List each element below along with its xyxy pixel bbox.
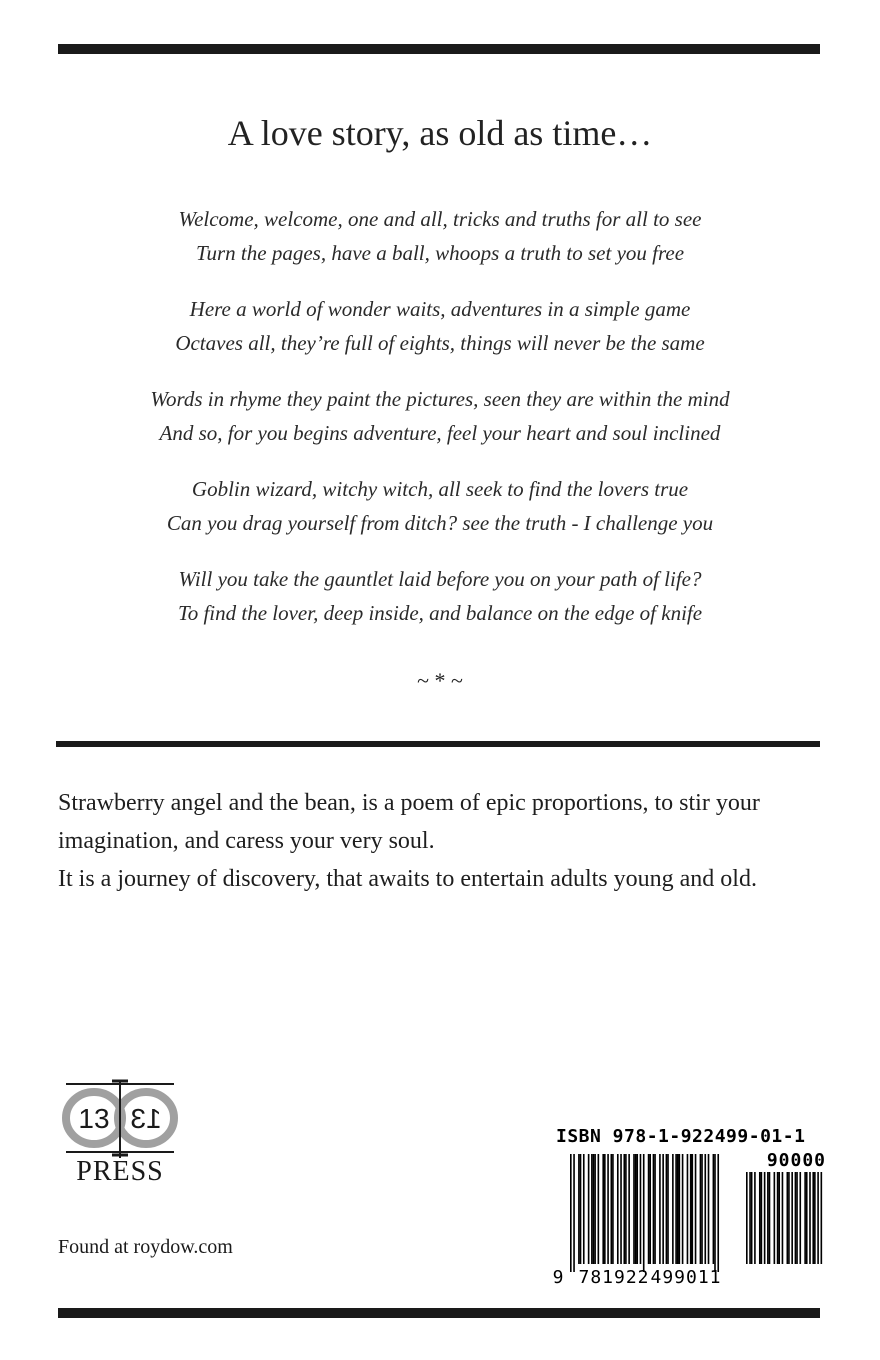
barcode-bar [690,1154,692,1264]
barcode-bar [700,1154,702,1264]
barcode-bar [578,1154,580,1264]
barcode-bar [617,1154,619,1264]
barcode-bar [593,1154,595,1264]
poem-line: Welcome, welcome, one and all, tricks and truths for all to see [178,207,702,231]
poem-line: Turn the pages, have a ball, whoops a truth to set you free [195,241,685,265]
isbn-barcode [550,1150,826,1286]
barcode-bar [717,1154,719,1272]
stanza [0,472,880,540]
barcode-bar [573,1154,575,1272]
barcode-bar [604,1154,606,1264]
barcode-bar [640,1154,642,1264]
barcode-addon-bar [759,1172,761,1264]
poem-line: And so, for you begins adventure, feel your heart and soul inclined [159,421,721,445]
barcode-addon-bar [799,1172,801,1264]
barcode-bar [594,1154,596,1264]
barcode-addon-bar [769,1172,771,1264]
barcode-addon-bar [812,1172,814,1264]
blurb-paragraph: It is a journey of discovery, that awaits to entertain adults young and old. [58,866,757,892]
barcode-bar [602,1154,604,1264]
barcode-addon-bar [806,1172,808,1264]
barcode-bar [570,1154,572,1272]
barcode-bar [714,1154,716,1272]
separator: ~ * ~ [417,668,463,693]
barcode-bar [667,1154,669,1264]
stanza [0,292,880,360]
publisher-name: PRESS [76,1156,164,1187]
barcode-addon-bar [791,1172,793,1264]
poem-line: To find the lover, deep inside, and balance on the edge of knife [177,601,703,625]
barcode-addon-bar [746,1172,748,1264]
top-rule [58,44,820,54]
bottom-rule [58,1308,820,1318]
barcode-addon-bar [804,1172,806,1264]
barcode-digits-group1: 781922 [578,1267,650,1286]
barcode-bar [636,1154,638,1264]
barcode-bar [666,1154,668,1264]
barcode-addon-bar [761,1172,763,1264]
stanza [0,202,880,270]
barcode-bar [583,1154,585,1264]
barcode-digits-group2: 499011 [650,1267,722,1286]
poem-line: Octaves all, they’re full of eights, things will never be the same [175,331,705,355]
poem-line: Here a world of wonder waits, adventures in a simple game [189,297,691,321]
barcode-addon-bar [809,1172,811,1264]
barcode-bar [653,1154,655,1264]
barcode-addon-bar [821,1172,823,1264]
isbn-label: ISBN 978-1-922499-01-1 [556,1126,806,1147]
blurb [58,784,858,898]
poem-line: Words in rhyme they paint the pictures, seen they are within the mind [150,387,730,411]
barcode-bar [708,1154,710,1264]
poem-line: Goblin wizard, witchy witch, all seek to find the lovers true [191,477,689,501]
barcode-bar [701,1154,703,1264]
poem-line: Can you drag yourself from ditch? see the truth - I challenge you [166,511,714,535]
barcode-bar [591,1154,593,1264]
barcode-bar [649,1154,651,1264]
logo-number-left: 13 [78,1103,110,1134]
barcode-main-bars [570,1154,719,1272]
poem-line: Will you take the gauntlet laid before you on your path of life? [178,567,702,591]
logo-number-right: 13 [130,1103,162,1134]
barcode-addon-bar [751,1172,753,1264]
barcode-bar [625,1154,627,1264]
barcode-bar [643,1154,645,1272]
barcode-addon-bar [764,1172,766,1264]
barcode-addon-bar [795,1172,797,1264]
barcode-bar [659,1154,661,1264]
barcode-addon-bar [774,1172,776,1264]
blurb-paragraph: Strawberry angel and the bean, is a poem of epic proportions, to stir your imagination, and caress your very soul. [58,790,760,854]
barcode-bar [620,1154,622,1264]
barcode-addon-bar [796,1172,798,1264]
barcode-bar [611,1154,613,1264]
barcode-bar [692,1154,694,1264]
barcode-bar [704,1154,706,1264]
barcode-addon-bar [749,1172,751,1264]
barcode-bar [677,1154,679,1264]
barcode-bar [612,1154,614,1264]
barcode-bar [682,1154,684,1264]
barcode-addon-bar [814,1172,816,1264]
barcode-bar [662,1154,664,1264]
barcode-bar [679,1154,681,1264]
barcode-bar [713,1154,715,1264]
barcode-bar [695,1154,697,1264]
barcode-bar [675,1154,677,1264]
barcode-bar [635,1154,637,1264]
middle-rule [56,741,820,747]
barcode-bar [580,1154,582,1264]
barcode-bar [654,1154,656,1264]
poem [0,202,880,652]
barcode-addon-bar [777,1172,779,1264]
barcode-digit-first: 9 [552,1267,564,1286]
barcode-bar [633,1154,635,1264]
barcode-bar [687,1154,689,1264]
barcode-addon-bar [782,1172,784,1264]
barcode-bar [623,1154,625,1264]
headline: A love story, as old as time… [227,113,653,153]
barcode-addon-bar [778,1172,780,1264]
barcode-bar [607,1154,609,1264]
barcode-addon-number: 90000 [766,1150,826,1171]
stanza [0,382,880,450]
barcode-addon-bar [767,1172,769,1264]
barcode-addon-bar [787,1172,789,1264]
barcode-bar [598,1154,600,1264]
barcode-bar [648,1154,650,1264]
barcode-addon-bar [754,1172,756,1264]
barcode-bar [672,1154,674,1264]
barcode-bar [628,1154,630,1264]
barcode-addon-bar [817,1172,819,1264]
found-at-text: Found at roydow.com [58,1236,233,1258]
barcode-addon-bar [788,1172,790,1264]
barcode-addon-bars [746,1172,822,1264]
barcode-bar [588,1154,590,1264]
stanza [0,562,880,630]
